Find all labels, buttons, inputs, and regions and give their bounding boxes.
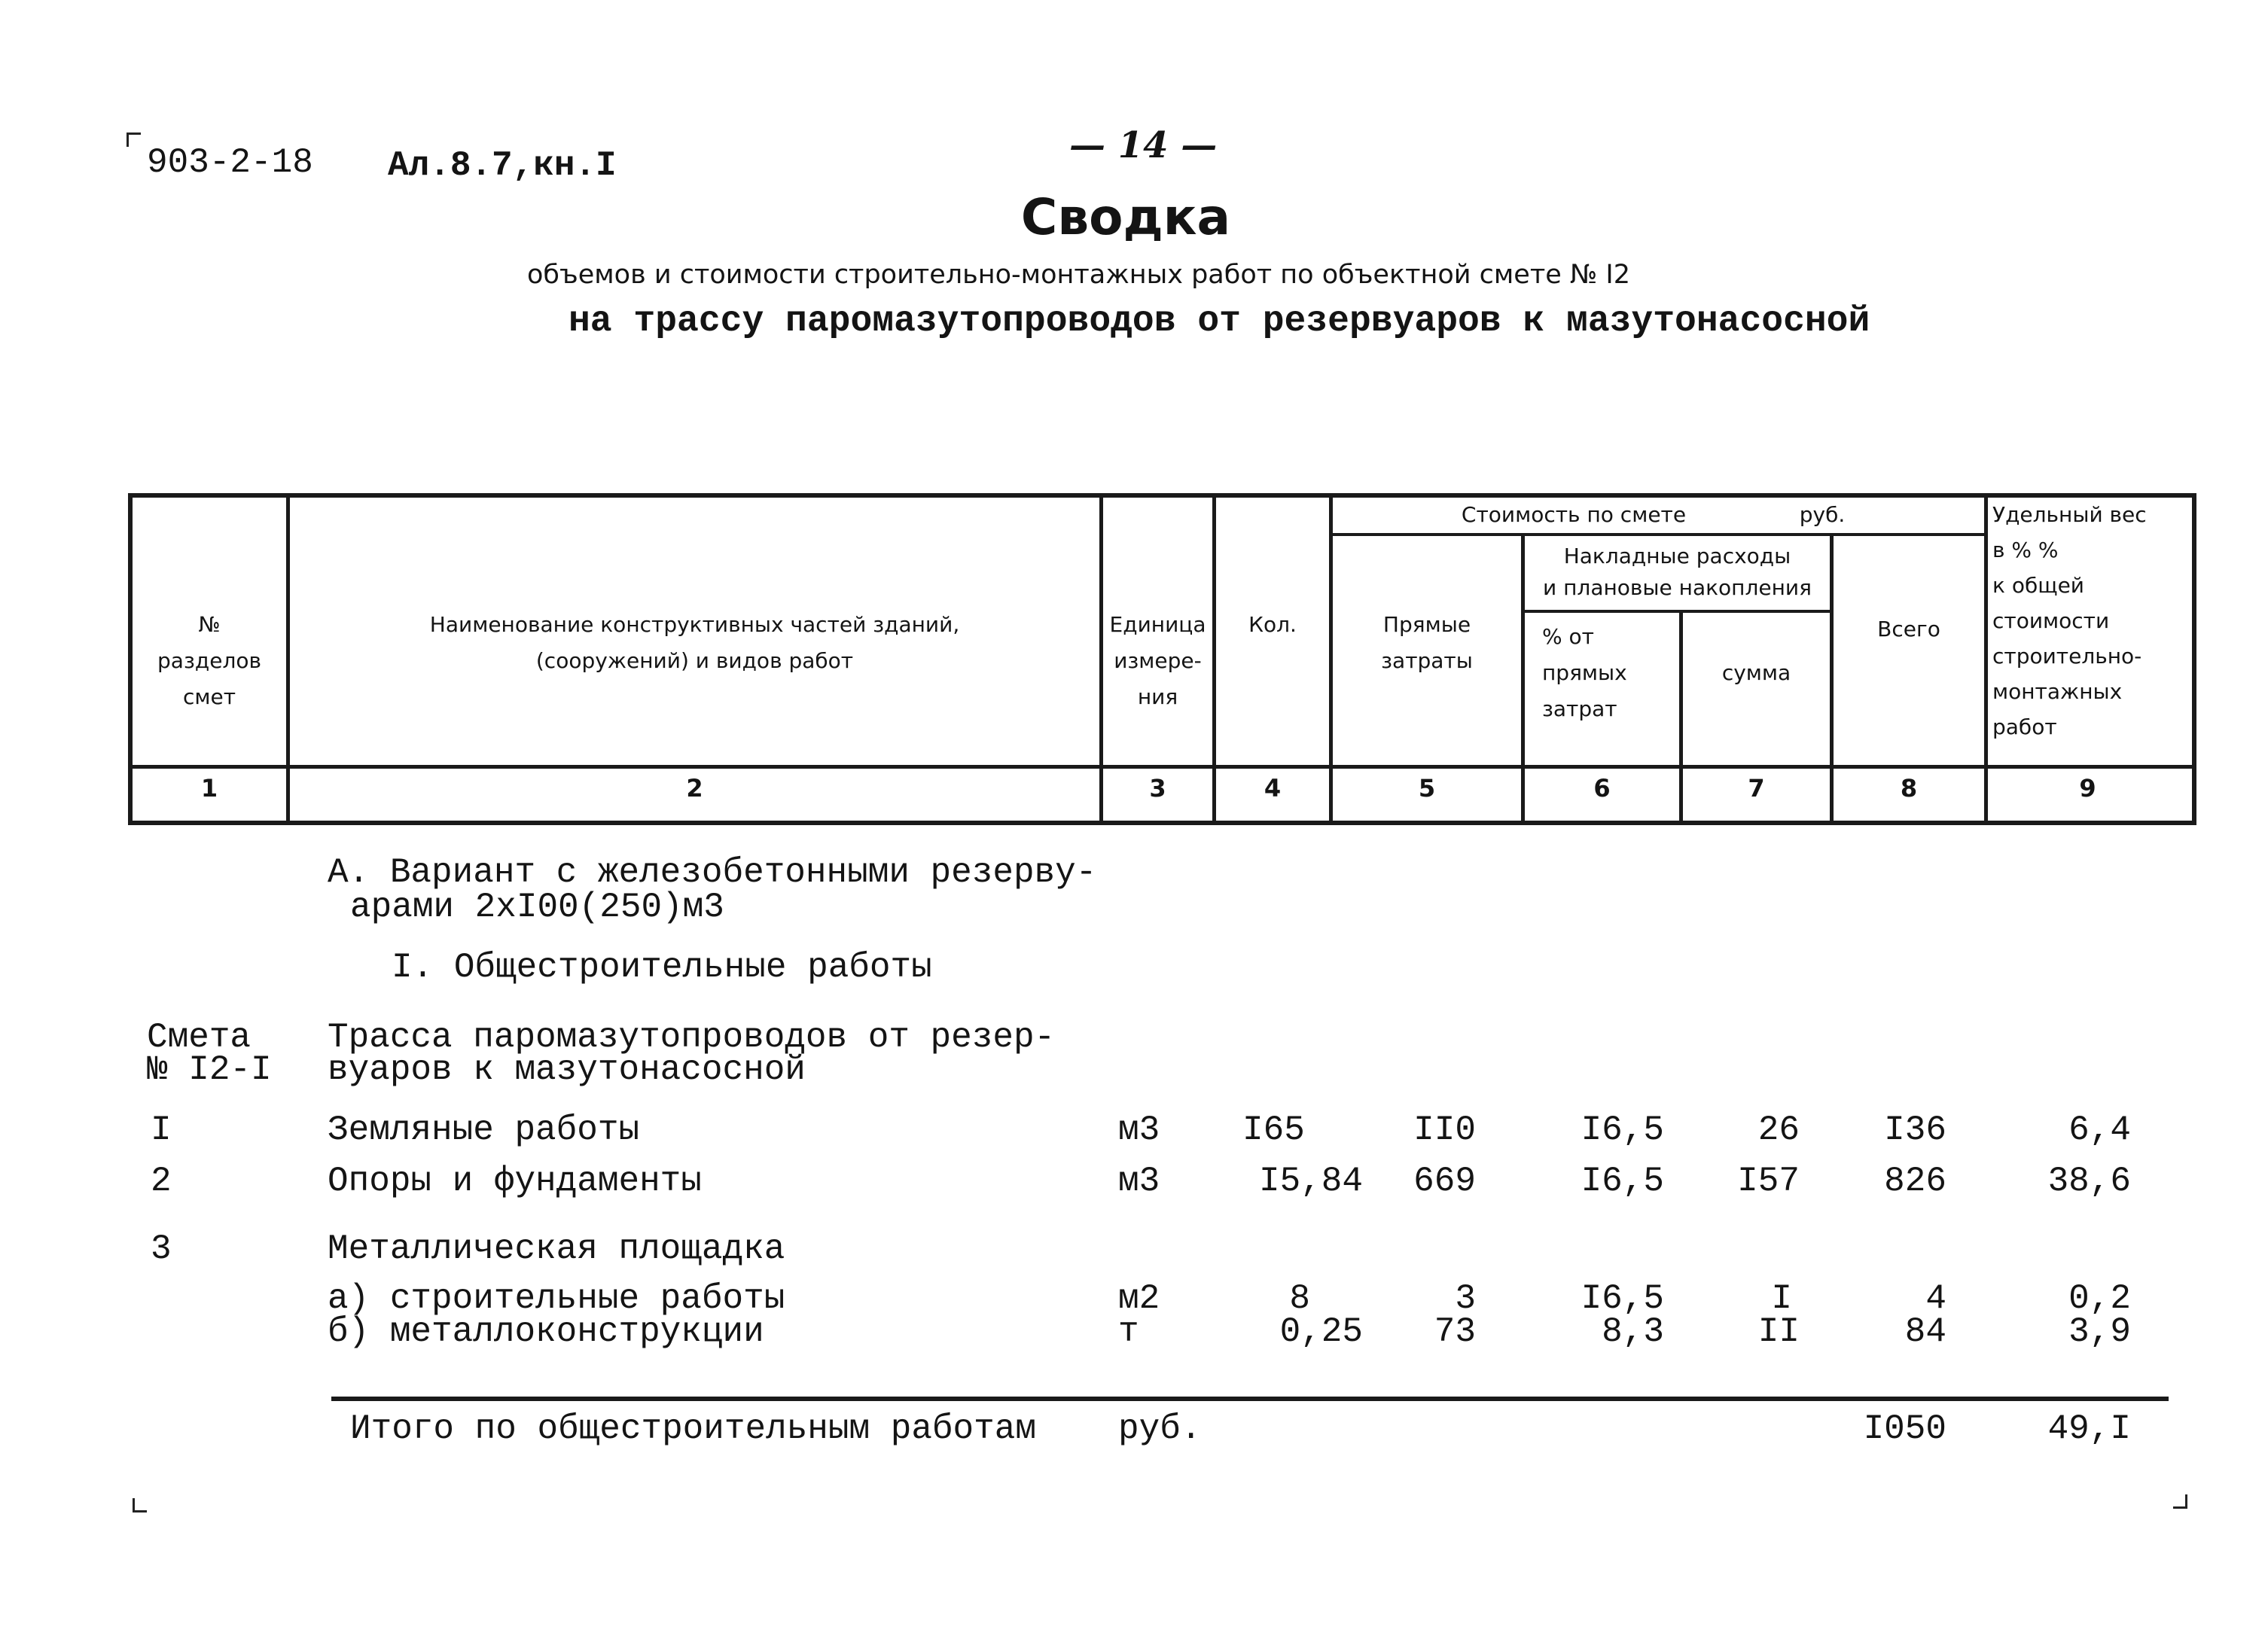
summary-unit: руб. [1118, 1409, 1202, 1449]
row-share: 6,4 [2068, 1110, 2131, 1150]
row-share: 0,2 [2068, 1279, 2131, 1318]
row-percent: I6,5 [1581, 1162, 1664, 1201]
column-number: 5 [1418, 774, 1436, 803]
column-number: 6 [1593, 774, 1611, 803]
header-cost-group: Стоимость по смете [1461, 502, 1687, 527]
column-number: 7 [1748, 774, 1765, 803]
page-number: — 14 — [1069, 124, 1218, 166]
row-percent: 8,3 [1602, 1312, 1664, 1351]
table-divider [1521, 610, 1834, 613]
row-name: а) строительные работы [328, 1279, 785, 1318]
row-number: 2 [151, 1162, 172, 1201]
row-quantity: 8 [1289, 1279, 1310, 1318]
document-code: 903-2-18 [147, 143, 313, 182]
header-col-unit: Единица измере- ния [1109, 612, 1206, 709]
header-col-total: Всего [1877, 617, 1940, 641]
variant-heading-line-1: А. Вариант с железобетонными резерву- [328, 853, 1097, 892]
header-col-name: Наименование конструктивных частей зданий, (сооружений) и видов работ [429, 612, 960, 673]
row-name: Опоры и фундаменты [328, 1162, 702, 1201]
summary-share: 49,I [2047, 1409, 2131, 1449]
row-name: б) металлоконструкции [328, 1312, 764, 1351]
row-quantity: I65 [1242, 1110, 1305, 1150]
row-direct-costs: 73 [1434, 1312, 1476, 1351]
header-cost-unit: руб. [1799, 502, 1846, 527]
row-name: Земляные работы [328, 1110, 640, 1150]
variant-heading-line-2: арами 2хI00(250)м3 [350, 888, 724, 927]
column-number: 3 [1149, 774, 1166, 803]
header-col-direct-costs: Прямые затраты [1381, 612, 1473, 673]
row-percent: I6,5 [1581, 1279, 1664, 1318]
row-sum: 26 [1757, 1110, 1800, 1150]
estimate-name-line-1: Трасса паромазутопроводов от резер- [328, 1018, 1056, 1057]
summary-total: I050 [1863, 1409, 1946, 1449]
row-direct-costs: II0 [1413, 1110, 1476, 1150]
row-quantity: 0,25 [1279, 1312, 1363, 1351]
column-number: 8 [1900, 774, 1918, 803]
row-sum: II [1757, 1312, 1800, 1351]
page-title: Сводка [1020, 188, 1231, 246]
row-total: I36 [1884, 1110, 1946, 1150]
row-name: Металлическая площадка [328, 1229, 785, 1269]
header-col-quantity: Кол. [1248, 612, 1297, 637]
column-number: 9 [2079, 774, 2096, 803]
row-unit: м2 [1118, 1279, 1160, 1318]
table-divider [128, 765, 2192, 769]
row-share: 38,6 [2047, 1162, 2131, 1201]
column-number: 1 [200, 774, 218, 803]
estimate-label-line-2: № I2-I [147, 1050, 272, 1089]
summary-label: Итого по общестроительным работам [350, 1409, 1036, 1449]
row-direct-costs: 3 [1455, 1279, 1476, 1318]
row-unit: м3 [1118, 1110, 1160, 1150]
header-col-section-number: № разделов смет [157, 612, 261, 709]
row-total: 4 [1925, 1279, 1946, 1318]
row-percent: I6,5 [1581, 1110, 1664, 1150]
header-col-percent-of-direct: % от прямых затрат [1542, 624, 1627, 721]
row-sum: I [1771, 1279, 1792, 1318]
row-unit: м3 [1118, 1162, 1160, 1201]
album-reference: Ал.8.7,кн.I [388, 146, 617, 185]
column-number: 4 [1264, 774, 1282, 803]
table-divider [1984, 493, 1988, 821]
corner-mark-bottom-right [2173, 1494, 2187, 1509]
subtitle-line-1: объемов и стоимости строительно-монтажных работ по объектной смете № I2 [527, 260, 1630, 290]
row-unit: т [1118, 1312, 1139, 1351]
estimate-label-line-1: Смета [147, 1018, 251, 1057]
summary-divider [331, 1397, 2169, 1401]
estimate-name-line-2: вуаров к мазутонасосной [328, 1050, 806, 1089]
row-number: I [151, 1110, 172, 1150]
corner-mark-top-left [127, 133, 141, 147]
row-sum: I57 [1737, 1162, 1800, 1201]
header-col-sum: сумма [1721, 660, 1791, 685]
header-overhead-group: Накладные расходы и плановые накопления [1543, 544, 1812, 600]
row-share: 3,9 [2068, 1312, 2131, 1351]
row-quantity: I5,84 [1258, 1162, 1363, 1201]
row-number: 3 [151, 1229, 172, 1269]
row-direct-costs: 669 [1413, 1162, 1476, 1201]
row-total: 826 [1884, 1162, 1946, 1201]
table-divider [1329, 533, 1988, 536]
corner-mark-bottom-left [133, 1498, 147, 1512]
subtitle-line-2: на трассу паромазутопроводов от резервуаров к мазутонасосной [569, 301, 1870, 342]
section-heading: I. Общестроительные работы [392, 948, 932, 987]
row-total: 84 [1904, 1312, 1946, 1351]
header-col-share: Удельный вес в % % к общей стоимости строительно- монтажных работ [1992, 502, 2147, 739]
column-number: 2 [686, 774, 703, 803]
table-divider [1212, 493, 1216, 821]
